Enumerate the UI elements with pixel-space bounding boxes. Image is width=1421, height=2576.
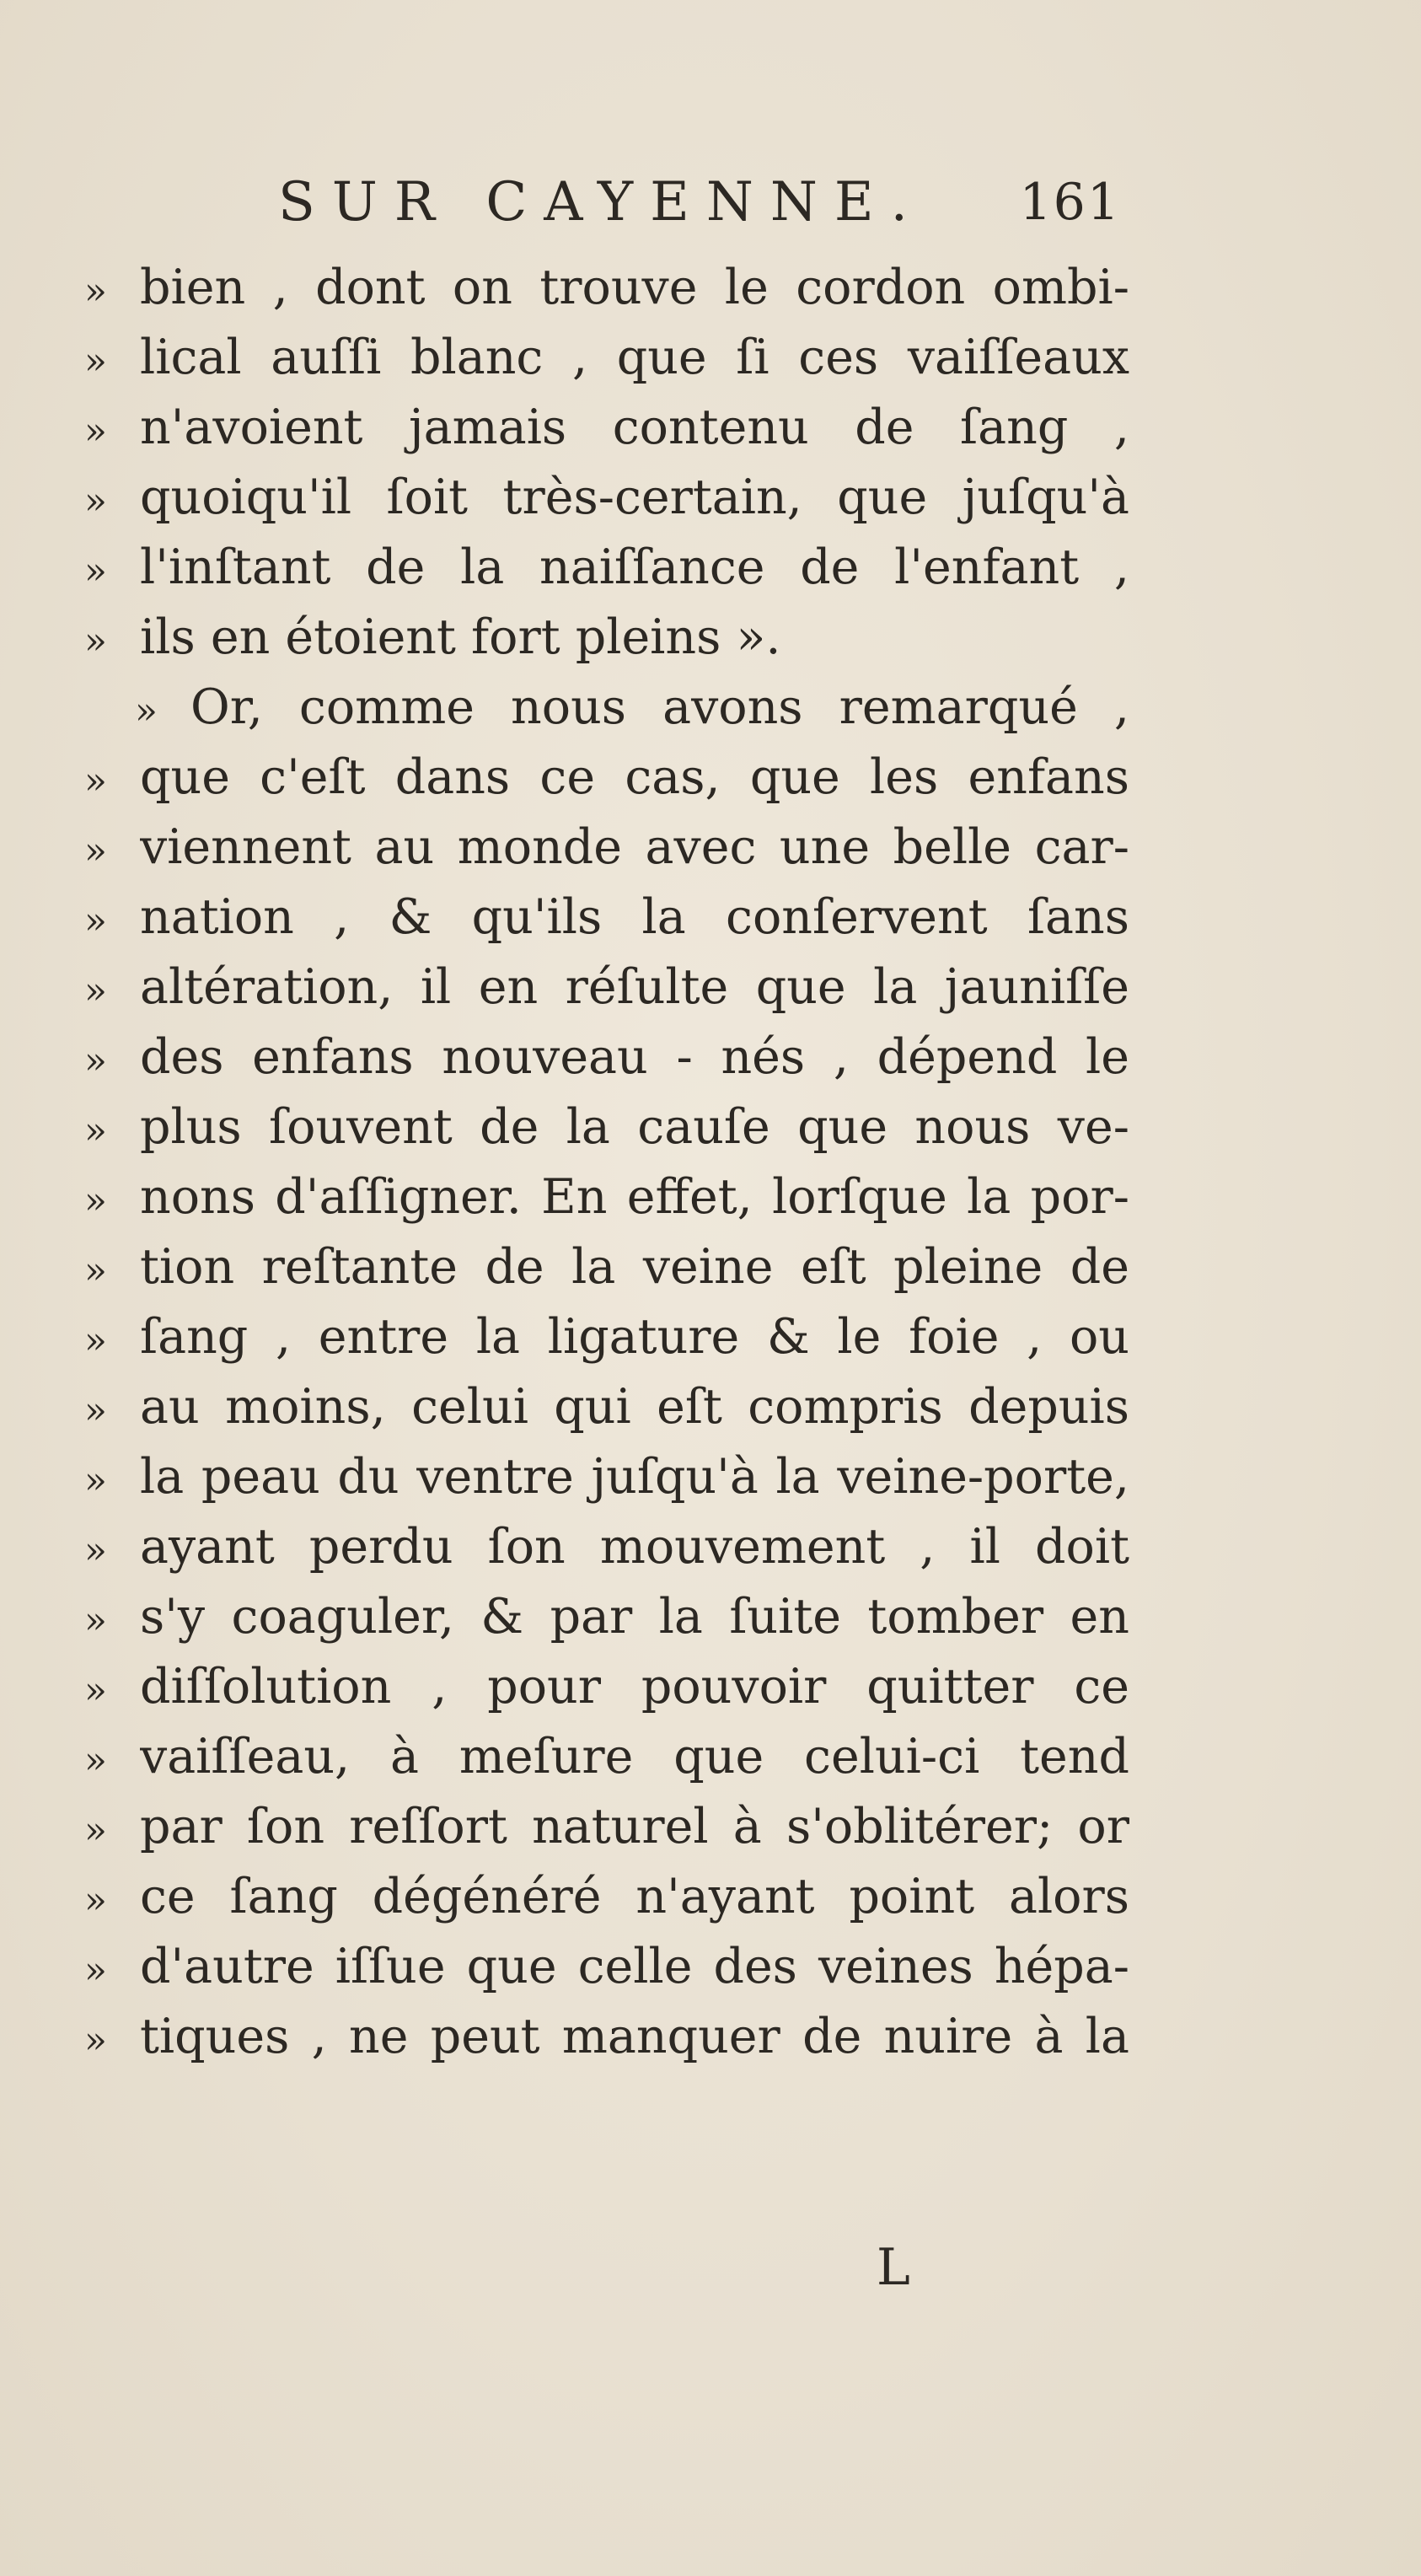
line-text: ſang , entre la ligature & le foie , ou bbox=[140, 1309, 1129, 1365]
quote-mark: » bbox=[84, 1739, 107, 1782]
line-text: lical auſſi blanc , que ſi ces vaiſſeaux bbox=[140, 330, 1129, 385]
quote-mark: » bbox=[84, 1109, 107, 1152]
line-text: que c'eſt dans ce cas, que les enfans bbox=[140, 749, 1129, 805]
quote-mark: » bbox=[135, 690, 158, 733]
text-line bbox=[84, 1092, 1129, 1162]
line-text: ayant perdu ſon mouvement , il doit bbox=[140, 1519, 1129, 1575]
line-text: par ſon reſſort naturel à s'oblitérer; or bbox=[140, 1799, 1129, 1854]
text-line bbox=[84, 1862, 1129, 1932]
quote-mark: » bbox=[84, 1529, 107, 1572]
text-line bbox=[84, 953, 1129, 1022]
text-line bbox=[84, 253, 1129, 323]
text-line bbox=[84, 743, 1129, 813]
text-line bbox=[84, 1442, 1129, 1512]
page-number: 161 bbox=[1019, 173, 1121, 232]
text-line bbox=[84, 603, 1129, 673]
quote-mark: » bbox=[84, 1319, 107, 1362]
line-text: vaiſſeau, à meſure que celui-ci tend bbox=[140, 1729, 1129, 1784]
quote-mark: » bbox=[84, 1599, 107, 1642]
line-text: au moins, celui qui eſt compris depuis bbox=[140, 1379, 1129, 1435]
quote-mark: » bbox=[84, 620, 107, 663]
line-text: ils en étoient fort pleins ». bbox=[140, 609, 781, 665]
line-text: Or, comme nous avons remarqué , bbox=[190, 679, 1129, 735]
text-line bbox=[84, 463, 1129, 533]
quote-mark: » bbox=[84, 1879, 107, 1922]
text-line bbox=[84, 323, 1129, 393]
line-text: bien , dont on trouve le cordon ombi- bbox=[140, 260, 1129, 315]
quote-mark: » bbox=[84, 1669, 107, 1712]
quote-mark: » bbox=[84, 2019, 107, 2062]
quote-mark: » bbox=[84, 1459, 107, 1502]
text-line bbox=[84, 2002, 1129, 2072]
line-text: l'inſtant de la naiſſance de l'enfant , bbox=[140, 539, 1129, 595]
text-line bbox=[84, 673, 1129, 743]
quote-mark: » bbox=[84, 1809, 107, 1852]
quote-mark: » bbox=[84, 550, 107, 593]
text-line bbox=[84, 1302, 1129, 1372]
line-text: altération, il en réſulte que la jauniſſe bbox=[140, 959, 1129, 1015]
text-line bbox=[84, 393, 1129, 463]
quote-mark: » bbox=[84, 480, 107, 523]
line-text: la peau du ventre juſqu'à la veine-porte, bbox=[140, 1449, 1129, 1505]
line-text: nation , & qu'ils la conſervent ſans bbox=[140, 889, 1129, 945]
quote-mark: » bbox=[84, 899, 107, 942]
line-text: nons d'aſſigner. En effet, lorſque la por- bbox=[140, 1169, 1129, 1225]
quote-mark: » bbox=[84, 829, 107, 872]
quote-mark: » bbox=[84, 270, 107, 313]
quote-mark: » bbox=[84, 410, 107, 453]
line-text: des enfans nouveau - nés , dépend le bbox=[140, 1029, 1129, 1085]
line-text: d'autre iſſue que celle des veines hépa- bbox=[140, 1939, 1129, 1994]
text-line bbox=[84, 1232, 1129, 1302]
body-text bbox=[84, 253, 1129, 2072]
line-text: tion reſtante de la veine eſt pleine de bbox=[140, 1239, 1129, 1295]
line-text: quoiqu'il ſoit très-certain, que juſqu'à bbox=[140, 470, 1129, 525]
page-header bbox=[278, 160, 1121, 244]
text-line bbox=[84, 1512, 1129, 1582]
text-line bbox=[84, 1162, 1129, 1232]
quote-mark: » bbox=[84, 759, 107, 802]
quote-mark: » bbox=[84, 1949, 107, 1992]
line-text: n'avoient jamais contenu de ſang , bbox=[140, 400, 1129, 455]
quote-mark: » bbox=[84, 1039, 107, 1082]
signature-mark: L bbox=[877, 2238, 910, 2297]
line-text: viennent au monde avec une belle car- bbox=[140, 819, 1129, 875]
text-line bbox=[84, 533, 1129, 603]
line-text: ce ſang dégénéré n'ayant point alors bbox=[140, 1869, 1129, 1924]
text-line bbox=[84, 883, 1129, 953]
text-line bbox=[84, 1022, 1129, 1092]
text-line bbox=[84, 1932, 1129, 2002]
text-line bbox=[84, 813, 1129, 883]
line-text: s'y coaguler, & par la ſuite tomber en bbox=[140, 1589, 1129, 1645]
text-line bbox=[84, 1582, 1129, 1652]
text-line bbox=[84, 1722, 1129, 1792]
line-text: diſſolution , pour pouvoir quitter ce bbox=[140, 1659, 1129, 1715]
text-line bbox=[84, 1372, 1129, 1442]
text-line bbox=[84, 1792, 1129, 1862]
line-text: plus ſouvent de la cauſe que nous ve- bbox=[140, 1099, 1129, 1155]
quote-mark: » bbox=[84, 1389, 107, 1432]
quote-mark: » bbox=[84, 969, 107, 1012]
line-text: tiques , ne peut manquer de nuire à la bbox=[140, 2009, 1129, 2064]
quote-mark: » bbox=[84, 340, 107, 383]
text-line bbox=[84, 1652, 1129, 1722]
quote-mark: » bbox=[84, 1179, 107, 1222]
quote-mark: » bbox=[84, 1249, 107, 1292]
running-title: SUR CAYENNE. bbox=[278, 171, 925, 233]
